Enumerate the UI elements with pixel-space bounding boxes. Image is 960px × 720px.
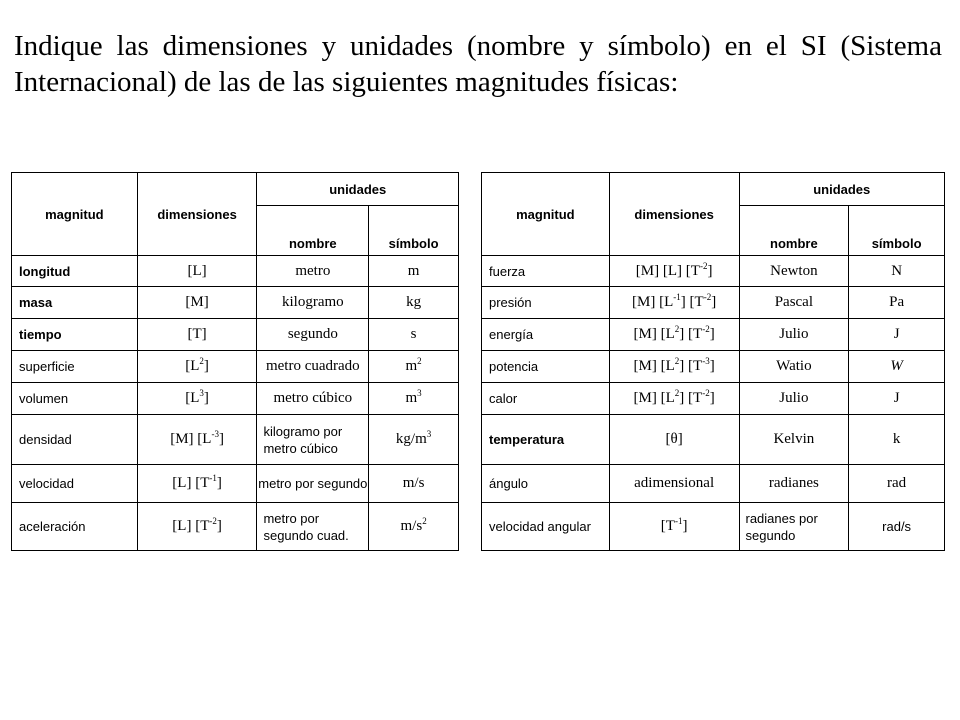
header-unidades: unidades (739, 173, 945, 206)
left-quantities-table (11, 172, 459, 551)
table-row (482, 383, 945, 415)
unit-name-cell: metro por segundo cuad. (257, 503, 369, 551)
magnitud-cell: densidad (12, 415, 138, 465)
magnitud-cell: volumen (12, 383, 138, 415)
dimension-cell: [L] (137, 256, 257, 287)
header-simbolo: símbolo (849, 206, 945, 256)
table-row (12, 415, 459, 465)
dimension-cell: $[L^2]$ (137, 351, 257, 383)
dimension-cell: [M] (137, 287, 257, 319)
unit-symbol-cell: J (849, 383, 945, 415)
magnitud-cell: longitud (12, 256, 138, 287)
table-row (12, 383, 459, 415)
unit-name-cell: kilogramo por metro cúbico (257, 415, 369, 465)
magnitud-cell: aceleración (12, 503, 138, 551)
magnitud-cell: velocidad angular (482, 503, 610, 551)
unit-symbol-cell: s (369, 319, 459, 351)
table-row (482, 256, 945, 287)
dimension-cell: [M] $[L^2]$ $[T^{-3}]$ (609, 351, 739, 383)
magnitud-cell: fuerza (482, 256, 610, 287)
unit-name-cell: Watio (739, 351, 849, 383)
unit-name-cell: Newton (739, 256, 849, 287)
dimension-cell: [M] $[L^{-3}]$ (137, 415, 257, 465)
table-row (12, 503, 459, 551)
instruction-text: Indique las dimensiones y unidades (nombre y símbolo) en el SI (Sistema Internacional) de las de las siguientes magnitudes físicas: (14, 30, 942, 98)
magnitud-cell: superficie (12, 351, 138, 383)
dimension-cell: adimensional (609, 465, 739, 503)
table-row (12, 465, 459, 503)
table-row (12, 287, 459, 319)
dimension-cell: $[L^3]$ (137, 383, 257, 415)
dimension-cell: [M] $[L^2]$ $[T^{-2}]$ (609, 383, 739, 415)
unit-symbol-cell: $m/s^2$ (369, 503, 459, 551)
unit-name-cell: Julio (739, 383, 849, 415)
unit-symbol-cell: rad/s (849, 503, 945, 551)
magnitud-cell: calor (482, 383, 610, 415)
unit-symbol-cell: $m^3$ (369, 383, 459, 415)
table-row (482, 287, 945, 319)
magnitud-cell: energía (482, 319, 610, 351)
table-row (482, 503, 945, 551)
table-row (482, 415, 945, 465)
header-simbolo: símbolo (369, 206, 459, 256)
unit-symbol-cell: W (849, 351, 945, 383)
unit-symbol-cell: m/s (369, 465, 459, 503)
unit-symbol-cell: kg (369, 287, 459, 319)
unit-name-cell: Kelvin (739, 415, 849, 465)
magnitud-cell: tiempo (12, 319, 138, 351)
unit-symbol-cell: k (849, 415, 945, 465)
unit-symbol-cell: Pa (849, 287, 945, 319)
dimension-cell: [θ] (609, 415, 739, 465)
magnitud-cell: masa (12, 287, 138, 319)
unit-name-cell: radianes por segundo (739, 503, 849, 551)
unit-name-cell: radianes (739, 465, 849, 503)
unit-symbol-cell: N (849, 256, 945, 287)
unit-symbol-cell: J (849, 319, 945, 351)
unit-name-cell: segundo (257, 319, 369, 351)
magnitud-cell: velocidad (12, 465, 138, 503)
dimension-cell: [L] $[T^{-1}]$ (137, 465, 257, 503)
header-magnitud: magnitud (12, 173, 138, 256)
right-quantities-table (481, 172, 945, 551)
unit-name-cell: kilogramo (257, 287, 369, 319)
dimension-cell: [M] $[L^2]$ $[T^{-2}]$ (609, 319, 739, 351)
unit-name-cell: Pascal (739, 287, 849, 319)
table-row (482, 319, 945, 351)
magnitud-cell: temperatura (482, 415, 610, 465)
unit-name-cell: metro cuadrado (257, 351, 369, 383)
header-nombre: nombre (739, 206, 849, 256)
unit-name-cell: Julio (739, 319, 849, 351)
header-magnitud: magnitud (482, 173, 610, 256)
unit-symbol-cell: m (369, 256, 459, 287)
unit-symbol-cell: $m^2$ (369, 351, 459, 383)
header-nombre: nombre (257, 206, 369, 256)
dimension-cell: [M] [L] $[T^{-2}]$ (609, 256, 739, 287)
magnitud-cell: ángulo (482, 465, 610, 503)
table-row (482, 465, 945, 503)
unit-name-cell: metro (257, 256, 369, 287)
unit-name-cell: metro por segundo (257, 465, 369, 503)
table-row (482, 351, 945, 383)
unit-symbol-cell: rad (849, 465, 945, 503)
unit-name-cell: metro cúbico (257, 383, 369, 415)
magnitud-cell: potencia (482, 351, 610, 383)
table-row (12, 256, 459, 287)
header-dimensiones: dimensiones (609, 173, 739, 256)
header-dimensiones: dimensiones (137, 173, 257, 256)
dimension-cell: [M] $[L^{-1}]$ $[T^{-2}]$ (609, 287, 739, 319)
dimension-cell: [L] $[T^{-2}]$ (137, 503, 257, 551)
table-row (12, 319, 459, 351)
dimension-cell: $[T^{-1}]$ (609, 503, 739, 551)
unit-symbol-cell: $kg/m^3$ (369, 415, 459, 465)
table-row (12, 351, 459, 383)
header-unidades: unidades (257, 173, 459, 206)
dimension-cell: [T] (137, 319, 257, 351)
magnitud-cell: presión (482, 287, 610, 319)
